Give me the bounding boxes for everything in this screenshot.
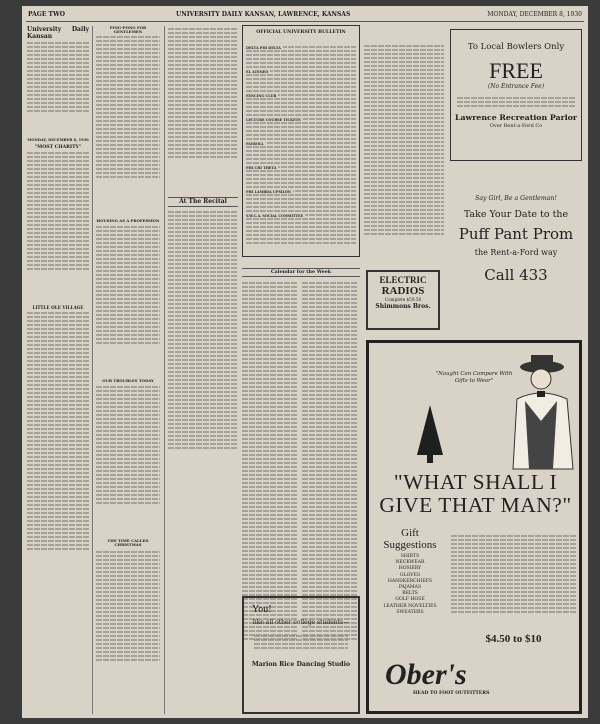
column-headline: HOUSING AS A PROFESSION — [96, 218, 160, 224]
obers-body-text — [451, 533, 576, 623]
newspaper-page — [22, 6, 588, 718]
bowlers-ad-parlor: Lawrence Recreation Parlor — [455, 113, 577, 122]
editorial-headline: "MOST CHARITY" — [34, 145, 82, 151]
editorial-column — [27, 26, 89, 714]
obers-headline: "WHAT SHALL I GIVE THAT MAN?" — [379, 470, 572, 517]
calendar-title: Calendar for the Week — [242, 268, 360, 277]
obers-brand: Ober's — [385, 658, 467, 691]
dance-ad-you: You! — [252, 604, 272, 615]
gift-item: GLOVES — [399, 572, 421, 578]
radio-ad-store: Shimmons Bros. — [375, 303, 431, 310]
column-headline: PING-PONG FOR GENTLEMEN — [109, 26, 147, 35]
bulletin-title: OFFICIAL UNIVERSITY BULLETIN — [256, 30, 346, 35]
column-rule — [164, 26, 165, 714]
bulletin-right — [362, 25, 446, 257]
recital-heading: At The Recital — [168, 197, 238, 207]
puff-ad-line3: Puff Pant Prom — [458, 225, 574, 243]
bulletin-item-heading: Y.W.C.A. SOCIAL COMMITTEE — [246, 214, 304, 218]
gift-item: HANDKERCHIEFS — [387, 578, 433, 584]
gift-item: BELTS — [402, 591, 418, 597]
gift-item: HOSIERY — [398, 566, 422, 572]
gift-item: PAJAMAS — [398, 585, 422, 591]
editorial-column-2 — [96, 26, 160, 714]
bulletin-item-heading: FENCING CLUB — [246, 94, 277, 98]
radio-ad-price: Complete $59.50 — [384, 297, 422, 302]
gift-label: Gift — [401, 527, 419, 539]
gentleman-illustration — [507, 351, 577, 471]
obers-price: $4.50 to $10 — [485, 633, 542, 645]
issue-date: MONDAY, DECEMBER 8, 1930 — [487, 11, 582, 18]
gift-item: LEATHER NOVELTIES — [383, 603, 437, 609]
gift-suggestions — [375, 527, 445, 616]
bulletin-item-heading: DELTA PHI DELTA — [246, 46, 281, 50]
recital-column — [168, 26, 238, 606]
obers-ad — [366, 340, 582, 714]
bowlers-ad-address: Over Rent-a-Ford Co — [489, 123, 543, 129]
column-headline: OUR TROUBLES TODAY — [102, 378, 154, 384]
puff-prom-ad — [450, 189, 582, 313]
gift-item: GOLF HOSE — [395, 597, 425, 603]
bulletin-item-heading: PAYROLL — [246, 142, 264, 146]
gift-item: SHIRTS — [400, 554, 420, 559]
puff-ad-call: Call 433 — [484, 266, 548, 284]
bulletin-item-heading: PHI LAMBDA UPSILON — [246, 190, 291, 194]
editorial-dateline: MONDAY, DECEMBER 8, 1930 — [27, 138, 89, 142]
gift-list — [375, 554, 445, 616]
column-headline: THE TIME CALLED CHRISTMAS — [107, 538, 149, 548]
bulletin-item-heading: EL ATENEO — [246, 70, 269, 74]
christmas-tree-icon — [415, 405, 445, 465]
radio-ad — [366, 270, 440, 330]
bulletin-item-heading: LECTURE COURSE TICKETS — [246, 118, 301, 122]
bowlers-ad-line3: (No Entrance Fee) — [487, 83, 545, 90]
puff-ad-line4: the Rent-a-Ford way — [474, 248, 558, 257]
masthead — [26, 9, 584, 22]
puff-ad-line2: Take Your Date to the — [463, 209, 569, 220]
page-label: PAGE TWO — [28, 11, 65, 18]
bowlers-ad — [450, 29, 582, 161]
gift-item: SWEATERS — [396, 609, 424, 615]
radio-ad-line2: RADIOS — [381, 285, 425, 297]
dance-ad-line2: like all other college students— — [252, 619, 350, 626]
bulletin-items — [246, 46, 358, 246]
dance-ad-studio: Marion Rice Dancing Studio — [251, 661, 351, 668]
paper-title: UNIVERSITY DAILY KANSAN, LAWRENCE, KANSAS — [176, 11, 351, 18]
nameplate: University Daily Kansan — [27, 26, 89, 40]
obers-tagline: "Naught Can Compare With Gifts to Wear" — [435, 371, 513, 384]
suggestions-label: Suggestions — [383, 539, 437, 551]
bowlers-ad-line1: To Local Bowlers Only — [467, 42, 565, 52]
puff-ad-line1: Say Girl, Be a Gentleman! — [475, 195, 557, 202]
gift-item: NECKWEAR — [395, 560, 425, 566]
bulletin-item-heading: PHI CHI THETA — [246, 166, 277, 170]
radio-ad-line1: ELECTRIC — [379, 275, 427, 285]
obers-logo — [385, 659, 515, 703]
column-rule — [92, 26, 93, 714]
obers-brand-sub: HEAD TO FOOT OUTFITTERS — [413, 691, 490, 696]
dance-studio-ad — [242, 596, 360, 714]
editorial-subhead: LITTLE OLE VILLAGE — [32, 305, 84, 311]
bowlers-ad-free: FREE — [489, 58, 543, 83]
